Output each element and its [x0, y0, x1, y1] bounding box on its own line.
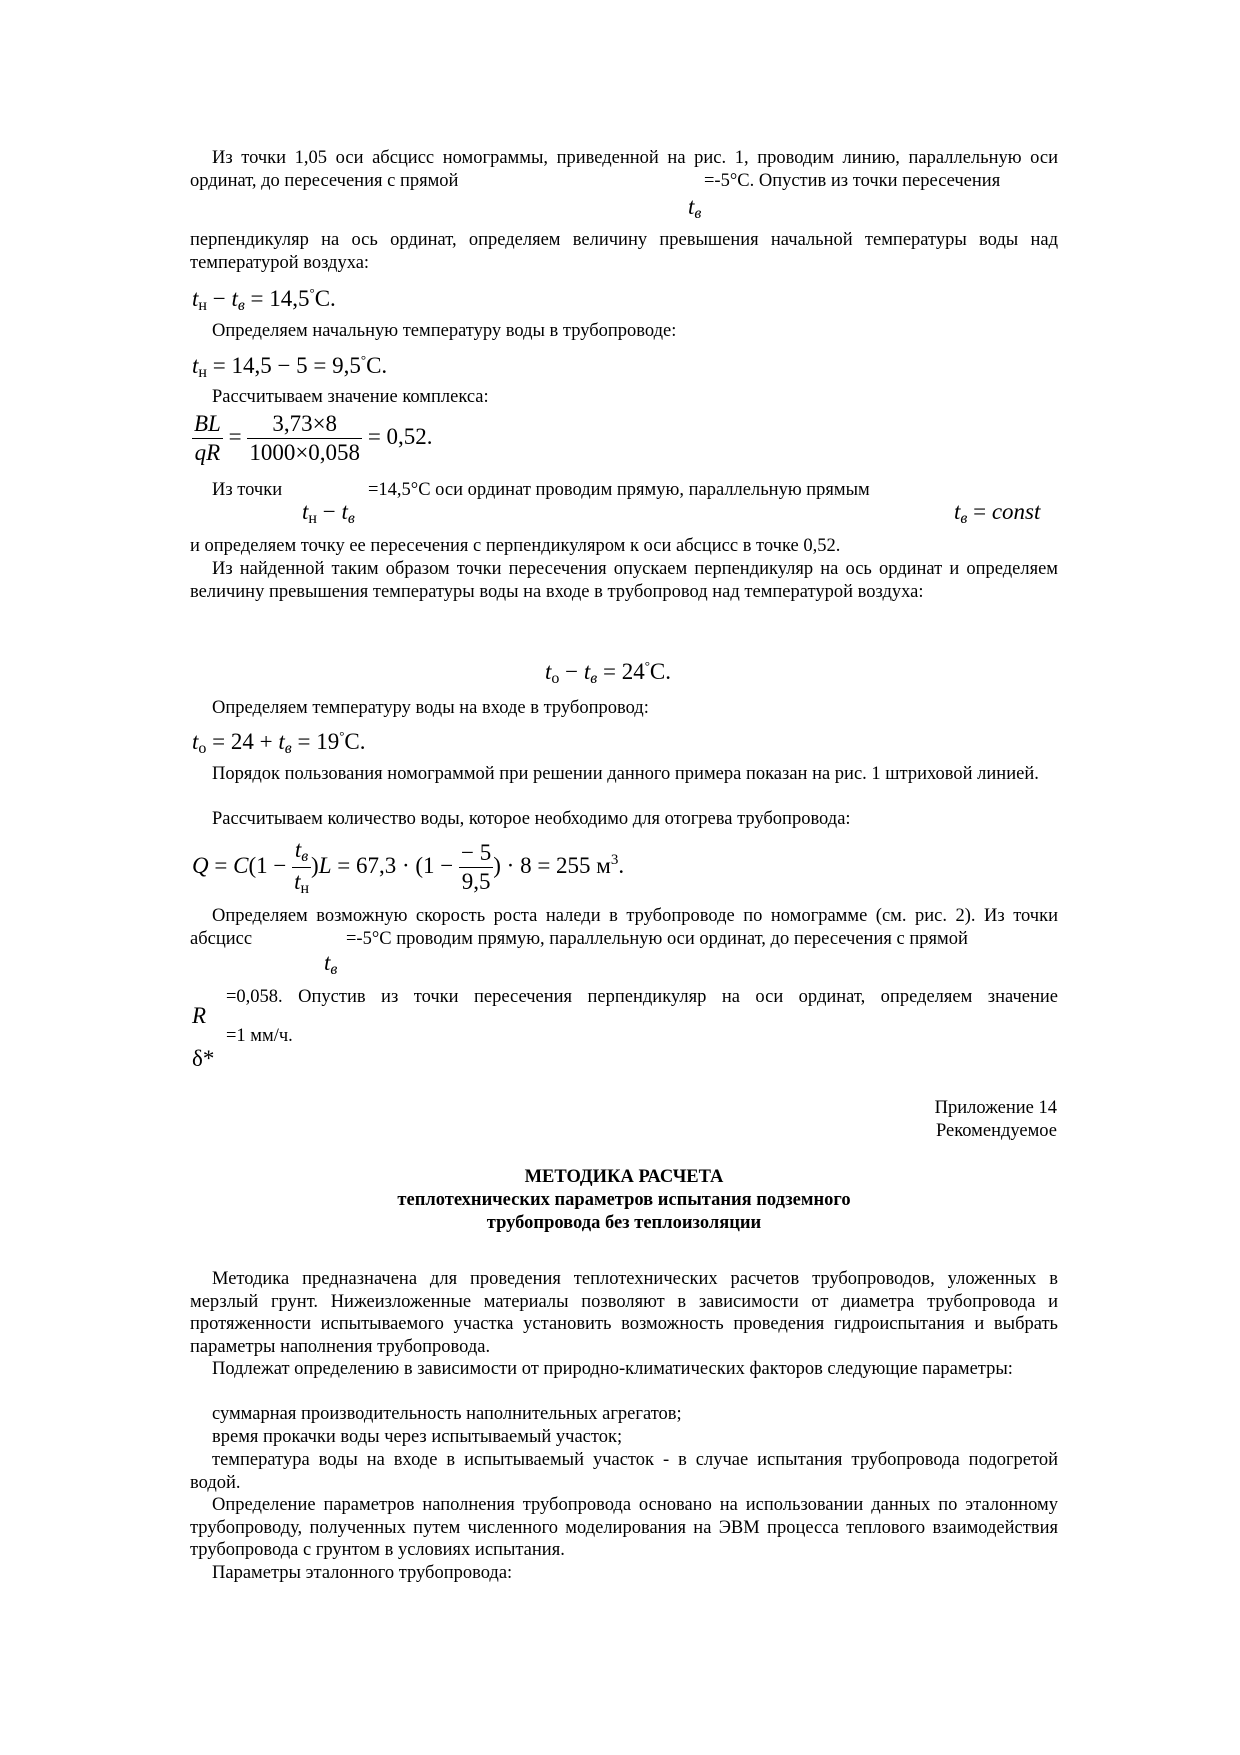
formula-inlet-excess: tо − tв = 24°С.	[545, 658, 671, 687]
list-item: время прокачки воды через испытываемый участок;	[212, 1427, 623, 1447]
formula-initial-temp: tн = 14,5 − 5 = 9,5°С.	[192, 352, 388, 381]
appendix-number: Приложение 14	[934, 1098, 1057, 1118]
list-item: температура воды на входе в испытываемый участок - в случае испытания трубопровода подогретой водой.	[190, 1450, 1058, 1493]
method-paragraph-3: Определение параметров наполнения трубопровода основано на использовании данных по эталонному трубопроводу, полученных путем численного моделирования на ЭВМ процесса теплового взаимодействия трубопровода с грунтом в условиях испытания.	[190, 1495, 1058, 1560]
formula-t-v-2: tв	[324, 950, 338, 978]
paragraph-1-continued: =-5°С. Опустив из точки пересечения	[704, 171, 1001, 191]
section-subtitle-1: теплотехнических параметров испытания подземного	[397, 1190, 851, 1210]
paragraph-9-end: =1 мм/ч.	[226, 1026, 293, 1046]
paragraph-6: Определяем температуру воды на входе в трубопровод:	[212, 698, 649, 718]
formula-tn-minus-tv: tн − tв	[302, 499, 355, 527]
formula-r: R	[192, 1003, 207, 1028]
formula-complex: $\frac{BL}{qR}$ = $\frac{3,73\times 8}{1000\times 0,058}$ = 0,52.	[194, 411, 433, 465]
method-paragraph-4: Параметры эталонного трубопровода:	[212, 1563, 513, 1583]
formula-delta-star: δ*	[192, 1046, 215, 1071]
formula-tv-const: tв = const	[954, 499, 1041, 527]
list-item: суммарная производительность наполнительных агрегатов;	[212, 1404, 682, 1424]
section-title: МЕТОДИКА РАСЧЕТА	[524, 1167, 724, 1187]
paragraph-4-start: Из точки	[212, 480, 283, 500]
paragraph-1-intro: Из точки 1,05 оси абсцисс номограммы, приведенной на рис. 1, проводим линию, параллельную оси ординат, до пересечения с прямой	[190, 148, 1058, 191]
paragraph-4-end: и определяем точку ее пересечения с перпендикуляром к оси абсцисс в точке 0,52.	[190, 536, 841, 556]
method-paragraph-2: Подлежат определению в зависимости от природно-климатических факторов следующие параметры:	[212, 1359, 1013, 1379]
formula-water-quantity: Q = C(1 − $\frac{tв}{tн}$ )L = 67,3 · (1 − $\frac{- 5}{9,5}$ ) · 8 = 255 $м^3$.	[192, 837, 625, 897]
paragraph-5: Из найденной таким образом точки пересечения опускаем перпендикуляр на ось ординат и определяем величину превышения температуры воды на входе в трубопровод над температурой воздуха:	[190, 559, 1058, 602]
paragraph-1-end: перпендикуляр на ось ординат, определяем величину превышения начальной температуры воды над температурой воздуха:	[190, 230, 1058, 273]
paragraph-7: Порядок пользования номограммой при решении данного примера показан на рис. 1 штриховой линией.	[212, 764, 1039, 784]
appendix-status: Рекомендуемое	[935, 1121, 1057, 1141]
paragraph-3: Рассчитываем значение комплекса:	[212, 387, 489, 407]
formula-inlet-temp: tо = 24 + tв = 19°С.	[192, 728, 366, 757]
paragraph-9-start: Определяем возможную скорость роста наледи в трубопроводе по номограмме (см. рис. 2). Из точки абсцисс	[190, 906, 1058, 949]
paragraph-4-middle: =14,5°С оси ординат проводим прямую, параллельную прямым	[368, 480, 870, 500]
paragraph-8: Рассчитываем количество воды, которое необходимо для отогрева трубопровода:	[212, 809, 851, 829]
method-paragraph-1: Методика предназначена для проведения теплотехнических расчетов трубопроводов, уложенных в мерзлый грунт. Нижеизложенные материалы позволяют в зависимости от диаметра трубопровода и протяженности испытываемого участка установить возможность проведения гидроиспытания и выбрать параметры наполнения трубопровода.	[190, 1269, 1058, 1357]
paragraph-9-continued: =0,058. Опустив из точки пересечения перпендикуляр на оси ординат, определяем значение	[226, 987, 1058, 1007]
paragraph-2: Определяем начальную температуру воды в трубопроводе:	[212, 321, 677, 341]
formula-t-v: tв	[688, 194, 702, 222]
paragraph-9-middle: =-5°С проводим прямую, параллельную оси ординат, до пересечения с прямой	[346, 929, 968, 949]
formula-temp-excess: tн − tв = 14,5°С.	[192, 285, 336, 314]
section-subtitle-2: трубопровода без теплоизоляции	[486, 1213, 762, 1233]
